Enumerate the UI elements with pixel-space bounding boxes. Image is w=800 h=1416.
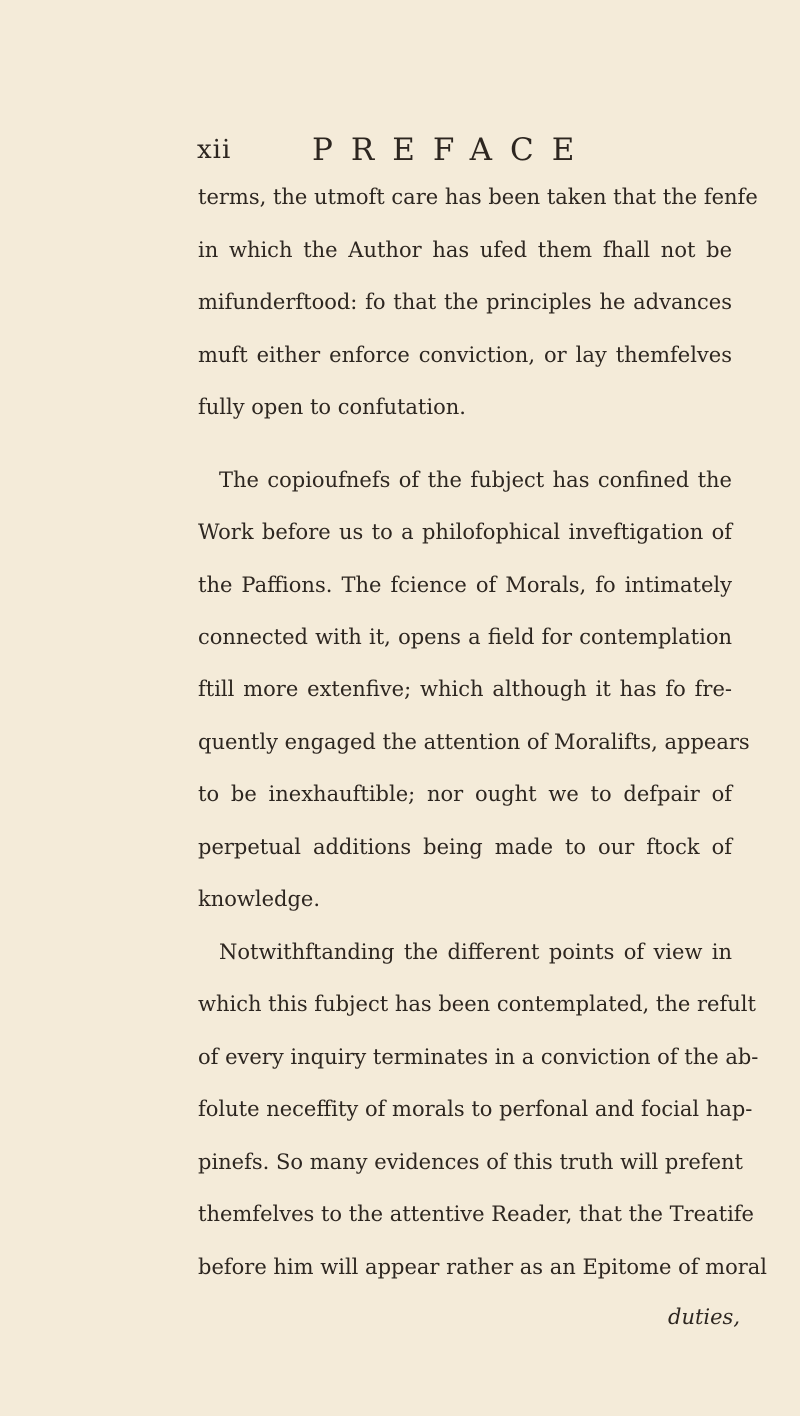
text-line: before him will appear rather as an Epitome of moral xyxy=(198,1255,767,1279)
page-number: xii xyxy=(197,135,232,165)
text-line: the Paffions. The fcience of Morals, fo intimately xyxy=(198,573,732,597)
text-line: fully open to confutation. xyxy=(198,395,466,419)
text-line: in which the Author has ufed them fhall not be xyxy=(198,238,732,262)
text-line: Notwithftanding the different points of view in xyxy=(219,940,732,964)
text-line: perpetual additions being made to our ftock of xyxy=(198,835,732,859)
text-line: ftill more extenfive; which although it has fo fre- xyxy=(198,677,732,701)
text-line: folute neceffity of morals to perfonal and focial hap- xyxy=(198,1097,753,1121)
catchword: duties, xyxy=(668,1305,741,1329)
text-line: of every inquiry terminates in a conviction of the ab- xyxy=(198,1045,759,1069)
text-line: The copioufnefs of the fubject has confined the xyxy=(219,468,732,492)
text-line: Work before us to a philofophical inveftigation of xyxy=(198,520,732,544)
text-line: to be inexhauftible; nor ought we to defpair of xyxy=(198,782,732,806)
text-line: pinefs. So many evidences of this truth will prefent xyxy=(198,1150,743,1174)
text-line: mifunderftood: fo that the principles he advances xyxy=(198,290,732,314)
text-line: terms, the utmoft care has been taken that the fenfe xyxy=(198,185,758,209)
text-line: connected with it, opens a field for contemplation xyxy=(198,625,732,649)
running-head: PREFACE xyxy=(312,132,593,168)
text-line: themfelves to the attentive Reader, that the Treatife xyxy=(198,1202,754,1226)
text-line: muft either enforce conviction, or lay themfelves xyxy=(198,343,732,367)
text-line: which this fubject has been contemplated, the refult xyxy=(198,992,756,1016)
text-line: quently engaged the attention of Moralifts, appears xyxy=(198,730,750,754)
text-line: knowledge. xyxy=(198,887,321,911)
